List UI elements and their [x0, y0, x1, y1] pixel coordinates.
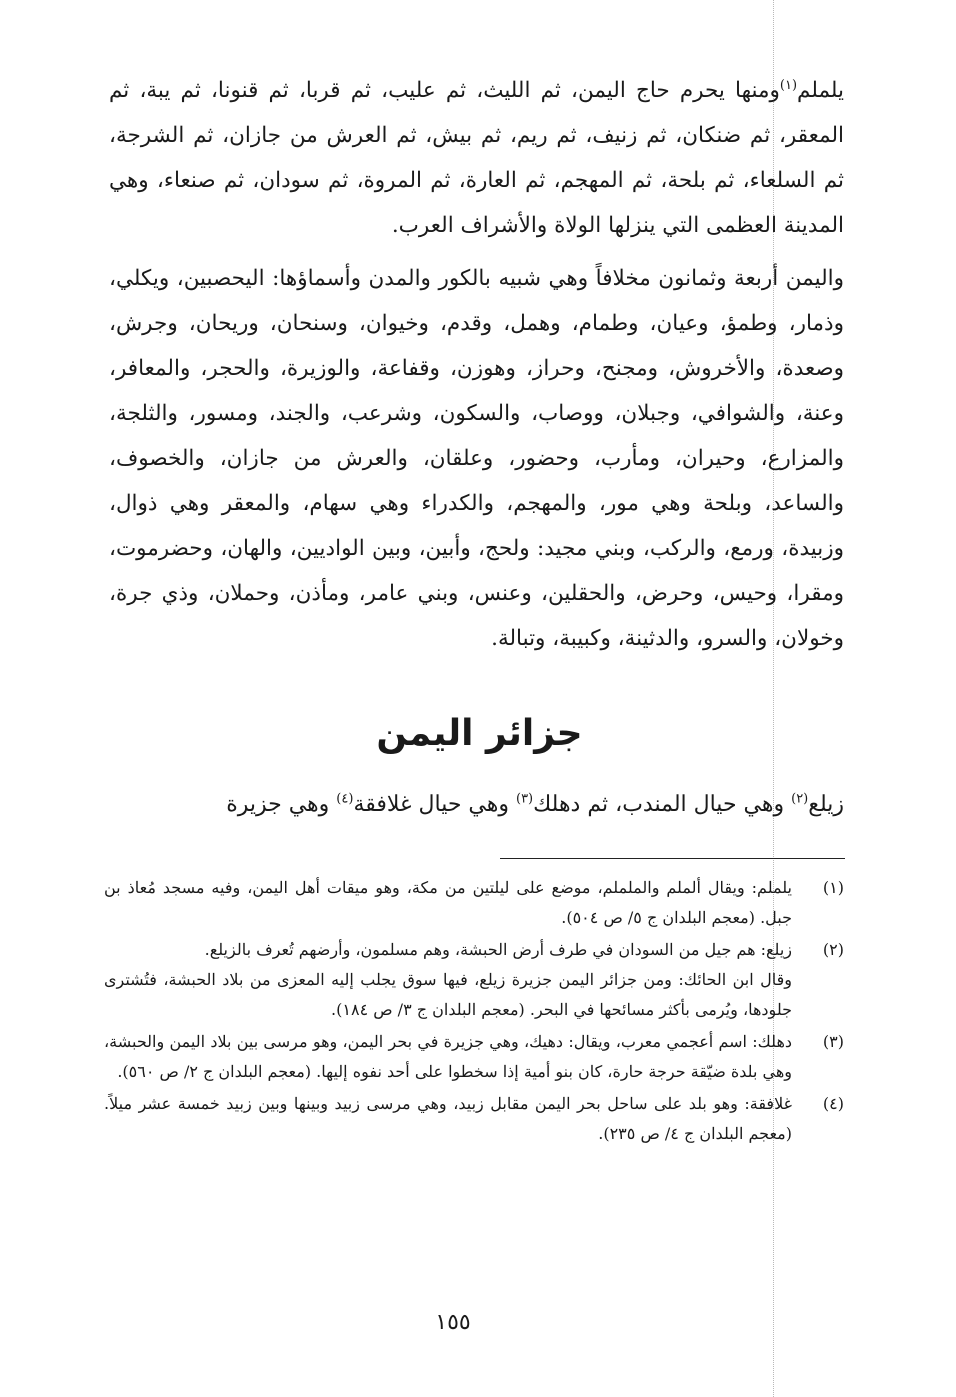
section-heading: جزائر اليمن: [376, 713, 583, 754]
footnote-body: [104, 873, 792, 933]
footnote-ref-1: (١): [779, 77, 798, 93]
footnotes-section: [104, 873, 844, 1151]
paragraph-1-text: [109, 68, 844, 248]
body-paragraph-3: [109, 782, 844, 827]
paragraph-1-rest: ومنها يحرم حاج اليمن، ثم الليث، ثم عليب، ثم قربا، ثم قنونا، ثم يبة، ثم المعقر، ثم ضنكان، ثم زنيف، ثم ريم، ثم بيش، ثم العرش من جازان، ثم الشرجة، ثم السلعاء، ثم بلحة، ثم المهجم، ثم العارة، ثم المروة، ثم سودان، ثم صنعاء، وهي المدينة العظمى التي ينزلها الولاة والأشراف العرب.: [109, 78, 844, 238]
footnote-item: [104, 935, 844, 1025]
footnote-text: غلافقة: وهو بلد على ساحل بحر اليمن مقابل زبيد، وهي مرسى زبيد وبينها وبين زبيد خمسة عشر ميلاً. (معجم البلدان ج ٤/ ص ٢٣٥).: [104, 1094, 792, 1143]
paragraph-3-part-4: وهي جزيرة: [226, 792, 330, 817]
footnote-text: زيلع: هم جيل من السودان في طرف أرض الحبشة، وهم مسلمون، وأرضهم تُعرف بالزيلع.: [204, 940, 792, 959]
footnote-text: دهلك: اسم أعجمي معرب، ويقال: دهيك، وهي جزيرة في بحر اليمن، وهو مرسى بين بلاد اليمن والحبشة، وهي بلدة ضيّقة حرجة حارة، كان بنو أمية إذا سخطوا على أحد نفوه إليها. (معجم البلدان ج ٢/ ص ٥٦٠).: [104, 1032, 792, 1081]
footnote-ref-2: (٢): [791, 791, 809, 807]
footnote-number: (٤): [822, 1094, 844, 1113]
footnote-text: يلملم: ويقال ألملم والململم، موضع على ليلتين من مكة، وهو ميقات أهل اليمن، وفيه مسجد مُعاذ بن جبل. (معجم البلدان ج ٥/ ص ٥٠٤).: [104, 878, 792, 927]
paragraph-1-lead: يلملم: [797, 78, 844, 103]
footnote-item: [104, 1089, 844, 1149]
body-paragraph-1: [109, 68, 844, 248]
footnote-ref-4: (٤): [336, 791, 354, 807]
footnote-body: [104, 1089, 792, 1149]
paragraph-3-text: [109, 782, 844, 827]
footnote-number: (١): [822, 878, 844, 897]
body-paragraph-2: [109, 256, 844, 661]
footnote-number: (٢): [822, 940, 844, 959]
paragraph-3-part-1: زيلع: [808, 792, 844, 817]
footnote-number: (٣): [822, 1032, 844, 1051]
footnote-item: [104, 1027, 844, 1087]
paragraph-3-part-3: وهي حيال غلافقة: [353, 792, 509, 817]
footnote-item: [104, 873, 844, 933]
footnote-body: [104, 935, 792, 1025]
paragraph-2-text: واليمن أربعة وثمانون مخلافاً وهي شبيه بالكور والمدن وأسماؤها: اليحصبين، ويكلي، وذمار، وطمؤ، وعيان، وطمام، وهمل، وقدم، وخيوان، وسنحان، وريحان، وجرش، وصعدة، والأخروش، ومجنح، وحراز، وهوزن، وقفاعة، والوزيرة، والحجر، والمعافر، وعنة، والشوافي، وجبلان، ووصاب، والسكون، وشرعب، والجند، ومسور، والثلجة، والمزارع، وحيران، ومأرب، وحضور، وعلقان، والعرش من جازان، والخصوف، والساعد، وبلحة وهي مور، والمهجم، والكدراء وهي سهام، والمعقر وهي ذوال، وزبيدة، ورمع، والركب، وبني مجيد: ولحج، وأبين، وبين الواديين، والهان، وحضرموت، ومقرا، وحيس، وحرض، والحقلين، وعنس، وبني عامر، ومأذن، وحملان، وذي جرة، وخولان، والسرو، والدثينة، وكبيبة، وتبالة.: [109, 266, 844, 651]
footnote-text: وقال ابن الحائك: ومن جزائر اليمن جزيرة زيلع، فيها سوق يجلب إليه المعزى من بلاد الحبشة، فتُشترى جلودها، ويُرمى بأكثر مسائحها في البحر. (معجم البلدان ج ٣/ ص ١٨٤).: [104, 970, 792, 1019]
footnote-body: [104, 1027, 792, 1087]
page-number: ١٥٥: [435, 1310, 471, 1335]
paragraph-3-part-2: وهي حيال المندب، ثم دهلك: [533, 792, 785, 817]
footnote-ref-3: (٣): [515, 791, 534, 807]
footnote-separator: [500, 858, 845, 859]
